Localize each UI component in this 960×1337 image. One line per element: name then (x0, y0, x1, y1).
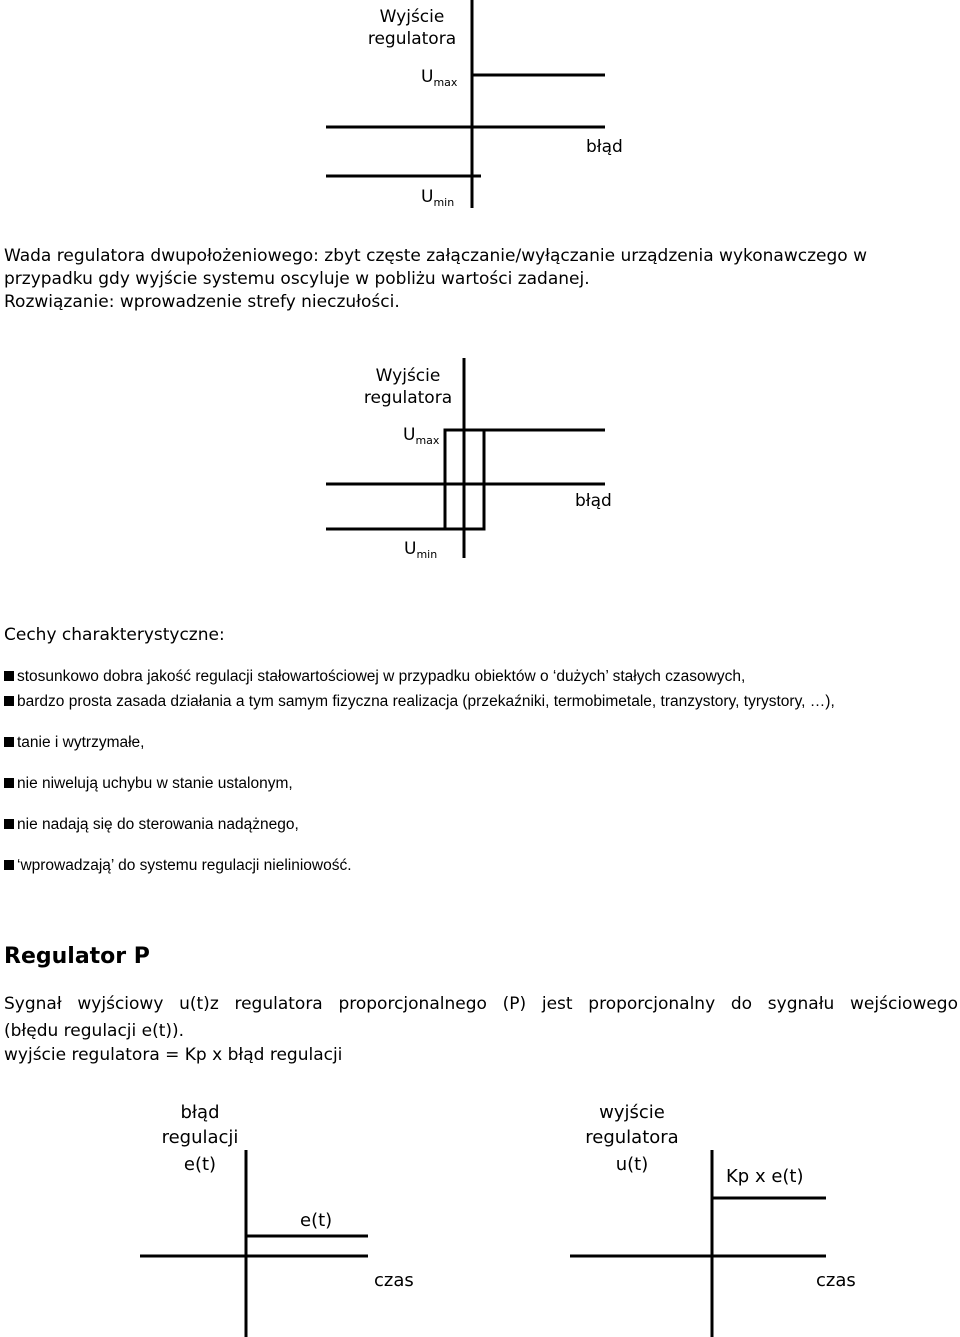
x-axis-label: błąd (575, 491, 612, 511)
regulator-p-line1: Sygnał wyjściowy u(t)z regulatora proporcjonalnego (P) jest proporcjonalny do sygnału wejściowego (4, 994, 958, 1014)
list-item: bardzo prosta zasada działania a tym samym fizyczna realizacja (przekaźniki, termobimetale, tranzystory, tyrystory, …), (4, 693, 835, 711)
y-axis-label-line2: regulacji (161, 1127, 239, 1148)
y-axis-label-line1: wyjście (599, 1102, 665, 1123)
curve-label: e(t) (300, 1210, 333, 1231)
drawback-paragraph (4, 245, 954, 314)
list-item: nie niwelują uchybu w stanie ustalonym, (4, 775, 293, 793)
umax-label: $U_{max}$ (403, 425, 440, 447)
umin-label: $U_{min}$ (404, 539, 438, 561)
two-position-characteristic-diagram (0, 0, 960, 215)
hysteresis-characteristic-diagram (0, 350, 960, 565)
y-axis-label-line3: u(t) (615, 1154, 649, 1175)
proportional-formula: wyjście regulatora = Kp x błąd regulacji (4, 1045, 343, 1065)
y-axis-label-line1: błąd (180, 1102, 220, 1123)
x-axis-label: błąd (586, 137, 623, 157)
umin-label: $U_{min}$ (421, 187, 455, 209)
x-axis-label: czas (816, 1270, 856, 1291)
list-item: tanie i wytrzymałe, (4, 734, 144, 752)
list-item: ‘wprowadzają’ do systemu regulacji nieliniowość. (4, 857, 352, 875)
drawback-line1: Wada regulatora dwupołożeniowego: zbyt częste załączanie/wyłączanie urządzenia wykonawczego w (4, 246, 867, 266)
y-axis-label-line1: Wyjście (379, 7, 445, 27)
bullet-square-icon (4, 778, 14, 788)
section-heading: Regulator P (4, 944, 150, 969)
y-axis-label-line2: regulatora (367, 29, 457, 49)
bullet-square-icon (4, 860, 14, 870)
regulator-p-line2: (błędu regulacji e(t)). (4, 1021, 185, 1041)
curve-label: Kp x e(t) (726, 1166, 804, 1187)
y-axis-label-line2: regulatora (585, 1127, 679, 1148)
error-signal-diagram (140, 1090, 440, 1337)
bullet-square-icon (4, 737, 14, 747)
y-axis-label-line1: Wyjście (375, 366, 441, 386)
features-heading: Cechy charakterystyczne: (4, 625, 225, 645)
bullet-square-icon (4, 819, 14, 829)
regulator-p-paragraph (4, 991, 958, 1045)
y-axis-label-line3: e(t) (183, 1154, 217, 1175)
drawback-solution-line: Rozwiązanie: wprowadzenie strefy nieczułości. (4, 292, 400, 312)
controller-output-diagram (570, 1090, 870, 1337)
bullet-square-icon (4, 671, 14, 681)
y-axis-label-line2: regulatora (363, 388, 453, 408)
list-item: nie nadają się do sterowania nadążnego, (4, 816, 299, 834)
drawback-line2: przypadku gdy wyjście systemu oscyluje w pobliżu wartości zadanej. (4, 269, 590, 289)
bullet-square-icon (4, 696, 14, 706)
umax-label: $U_{max}$ (421, 67, 458, 89)
list-item: stosunkowo dobra jakość regulacji stałowartościowej w przypadku obiektów o ‘dużych’ stałych czasowych, (4, 668, 745, 686)
x-axis-label: czas (374, 1270, 414, 1291)
